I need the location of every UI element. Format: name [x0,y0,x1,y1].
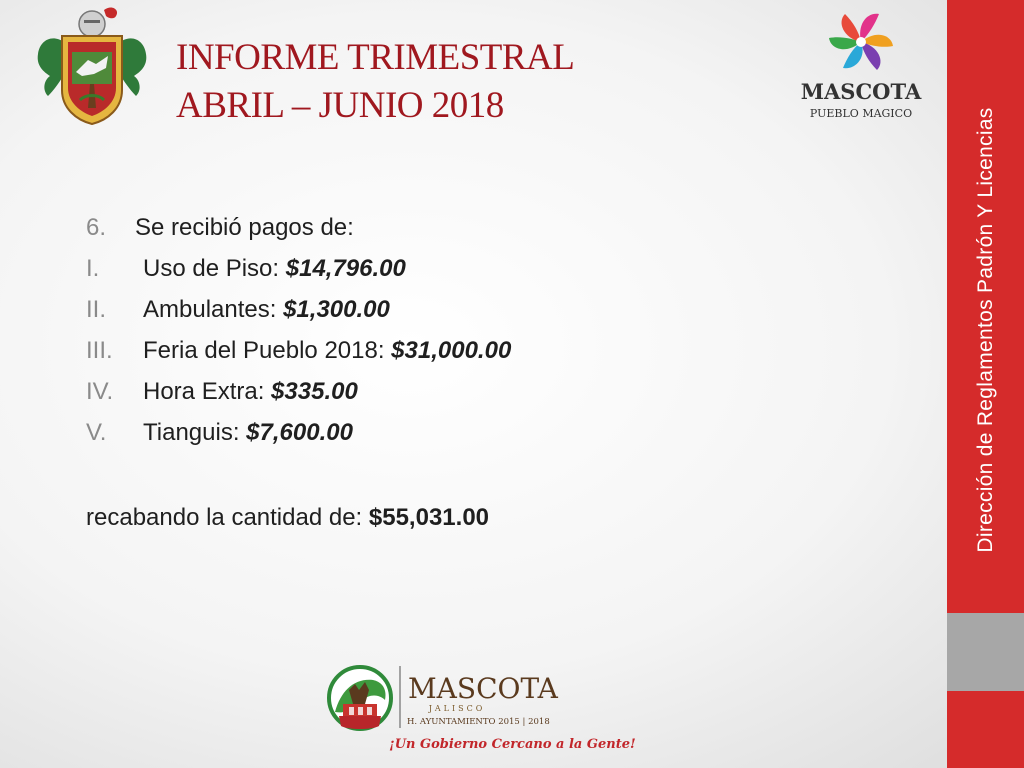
footer-government: H. AYUNTAMIENTO 2015 | 2018 [407,717,550,727]
brand-name: MASCOTA [800,79,922,104]
item-amount: $31,000.00 [391,337,512,364]
footer-name: MASCOTA [408,672,558,705]
total-text: recabando la cantidad de: [86,504,363,531]
footer-slogan: ¡Un Gobierno Cercano a la Gente! [389,737,636,752]
item-numeral: IV. [86,378,114,405]
total-amount: $55,031.00 [368,504,490,531]
item-numeral: I. [86,255,100,282]
total-line [86,504,489,532]
sidebar-accent-block [947,613,1024,691]
item-amount: $1,300.00 [283,296,390,323]
item-label-line [143,415,353,451]
item-label-line [143,292,390,328]
item-label: Feria del Pueblo 2018: [143,337,385,364]
coat-of-arms-logo [34,4,150,128]
sidebar-label: Dirección de Reglamentos Padrón Y Licencias [974,107,997,553]
item-numeral: V. [86,419,107,446]
item-label-line [143,374,358,410]
item-label: Ambulantes: [143,296,277,323]
intro-text: Se recibió pagos de: [135,214,354,241]
item-amount: $7,600.00 [246,419,353,446]
item-numeral: III. [86,337,113,364]
title-line-2: ABRIL – JUNIO 2018 [176,85,504,126]
item-label-line [143,251,406,287]
item-label: Uso de Piso: [143,255,280,282]
item-numeral: II. [86,296,107,323]
brand-subtitle: PUEBLO MAGICO [809,107,913,120]
item-label-line [143,333,511,369]
mascota-ayuntamiento-logo [325,660,636,760]
title-line-1: INFORME TRIMESTRAL [176,37,575,78]
mascota-pueblo-magico-logo [800,6,922,124]
item-number: 6. [86,214,107,241]
item-amount: $335.00 [271,378,358,405]
footer-state: JALISCO [428,704,486,713]
item-label: Hora Extra: [143,378,265,405]
page-title [176,34,574,130]
item-amount: $14,796.00 [285,255,406,282]
item-label: Tianguis: [143,419,240,446]
